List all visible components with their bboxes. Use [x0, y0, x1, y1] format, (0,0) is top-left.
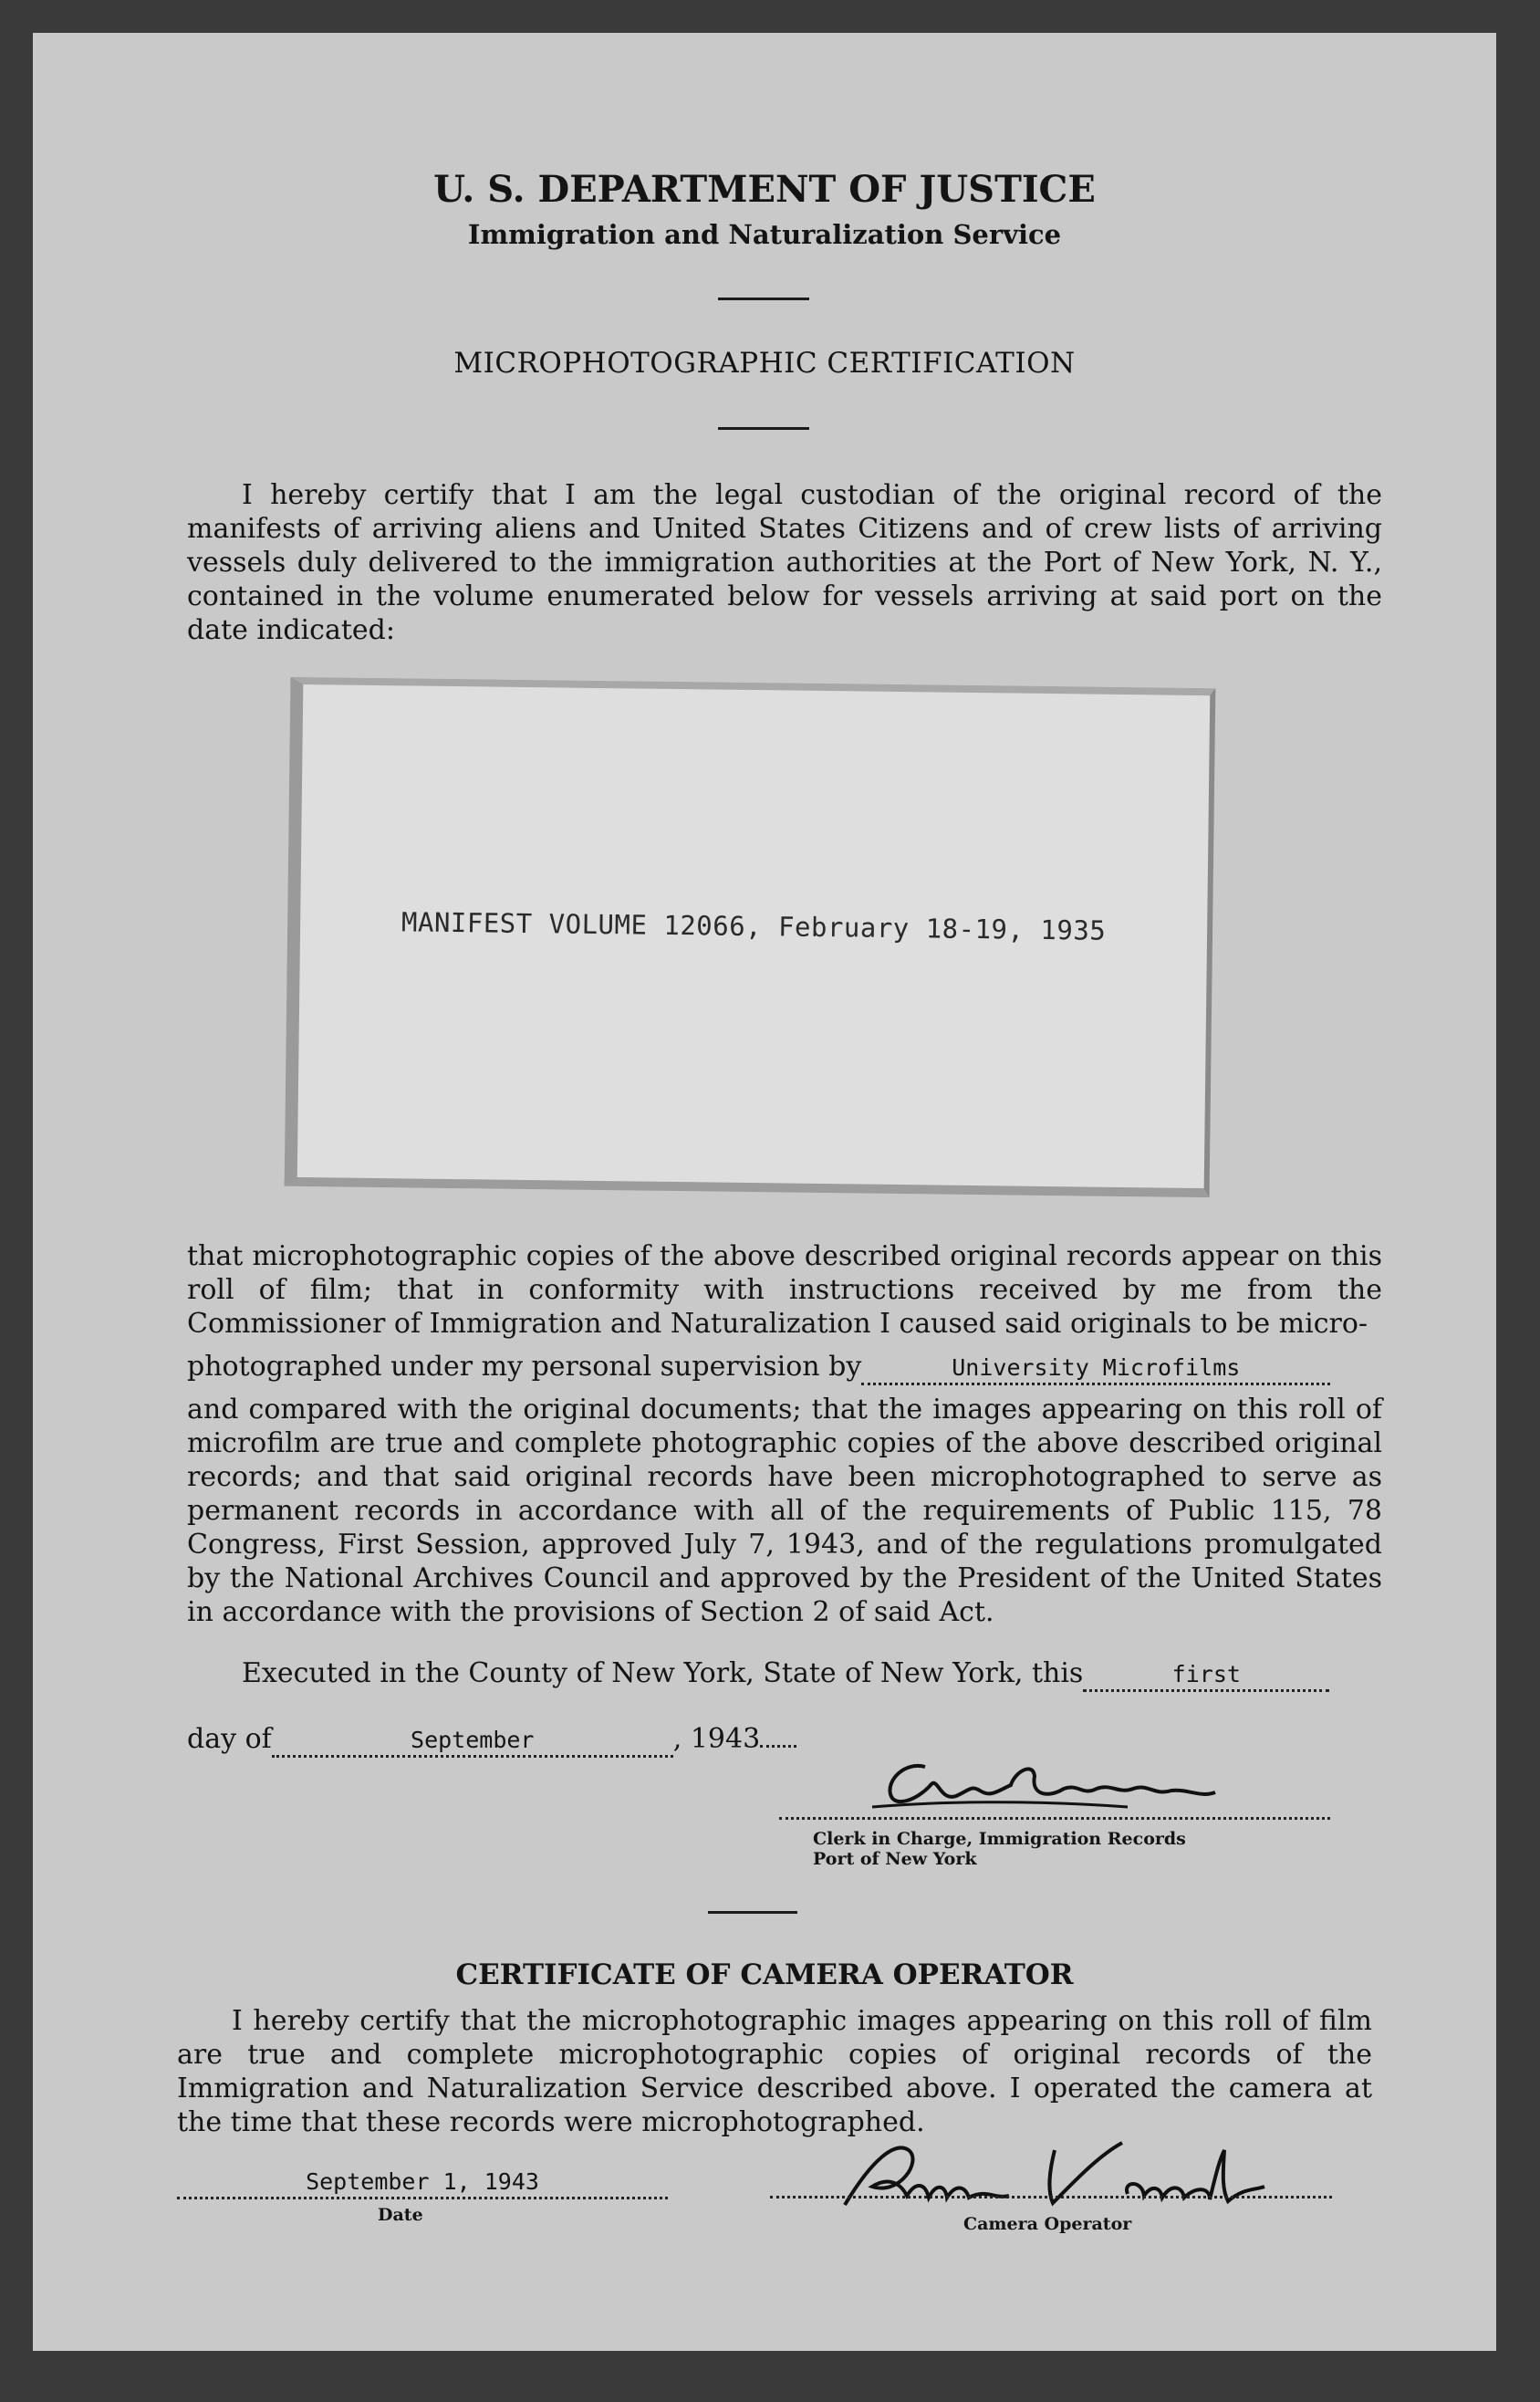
clerk-port: Port of New York: [813, 1849, 977, 1869]
year-dots: [760, 1745, 796, 1748]
month-value: September: [411, 1727, 535, 1753]
camera-operator-signature: [808, 2123, 1283, 2223]
clerk-title: Clerk in Charge, Immigration Records: [813, 1829, 1186, 1849]
agency-heading: U. S. DEPARTMENT OF JUSTICE: [433, 168, 1096, 211]
service-subheading: Immigration and Naturalization Service: [467, 219, 1062, 250]
supervision-field: [861, 1351, 1330, 1385]
date-field: [177, 2165, 668, 2199]
supervision-line: [187, 1351, 1330, 1385]
certificate-page: [33, 33, 1496, 2351]
executed-prefix: Executed in the County of New York, State of New York, this: [242, 1657, 1084, 1689]
day-value: first: [1171, 1661, 1241, 1687]
supervision-prefix: photographed under my personal supervision by: [187, 1351, 862, 1383]
supervision-value: University Microfilms: [952, 1354, 1241, 1381]
day-of-label: day of: [187, 1723, 272, 1755]
divider-rule: [718, 298, 809, 300]
executed-line: [242, 1657, 1329, 1692]
document-title: MICROPHOTOGRAPHIC CERTIFICATION: [453, 347, 1076, 380]
camera-certificate-title: CERTIFICATE OF CAMERA OPERATOR: [455, 1958, 1074, 1991]
body-paragraph-2: and compared with the original documents; that the images appearing on this roll of microfilm are true and complete photographic copies of the above described original records; and that said original records have been microphotographed to serve as permanent records in accordance with all of the requirements of Public 115, 78 Congress, First Session, approved July 7, 1943, and of the regulations promulgated by the National Archives Council and approved by the President of the United States in accordance with the provisions of Section 2 of said Act.: [187, 1394, 1382, 1628]
camera-operator-label: Camera Operator: [963, 2214, 1132, 2234]
body-paragraph-1: that microphotographic copies of the above described original records appear on this roll of film; that in conformity with instructions received by me from the Commissioner of Immigration and Naturalization I caused said originals to be micro-: [187, 1240, 1382, 1340]
day-field: [1083, 1657, 1329, 1692]
month-field: [272, 1723, 673, 1758]
camera-operator-signature-line: [770, 2196, 1332, 2198]
volume-card-text: MANIFEST VOLUME 12066, February 18-19, 1935: [401, 906, 1107, 946]
year-text: , 1943: [672, 1723, 761, 1755]
divider-rule: [708, 1911, 797, 1914]
day-of-line: [187, 1723, 796, 1758]
camera-paragraph: I hereby certify that the microphotographic images appearing on this roll of film are true and complete microphotographic copies of original records of the Immigration and Naturalization Service described above. I operated the camera at the time that these records were microphotographed.: [177, 2005, 1372, 2138]
volume-card: [285, 677, 1216, 1197]
divider-rule: [718, 427, 809, 430]
date-value: September 1, 1943: [306, 2168, 539, 2195]
clerk-signature-line: [779, 1817, 1330, 1820]
intro-paragraph: I hereby certify that I am the legal custodian of the original record of the manifests of arriving aliens and United States Citizens and of crew lists of arriving vessels duly delivered to the immigration authorities at the Port of New York, N. Y., contained in the volume enumerated below for vessels arriving at said port on the date indicated:: [187, 479, 1382, 646]
date-line: [177, 2165, 668, 2199]
date-label: Date: [378, 2205, 423, 2225]
